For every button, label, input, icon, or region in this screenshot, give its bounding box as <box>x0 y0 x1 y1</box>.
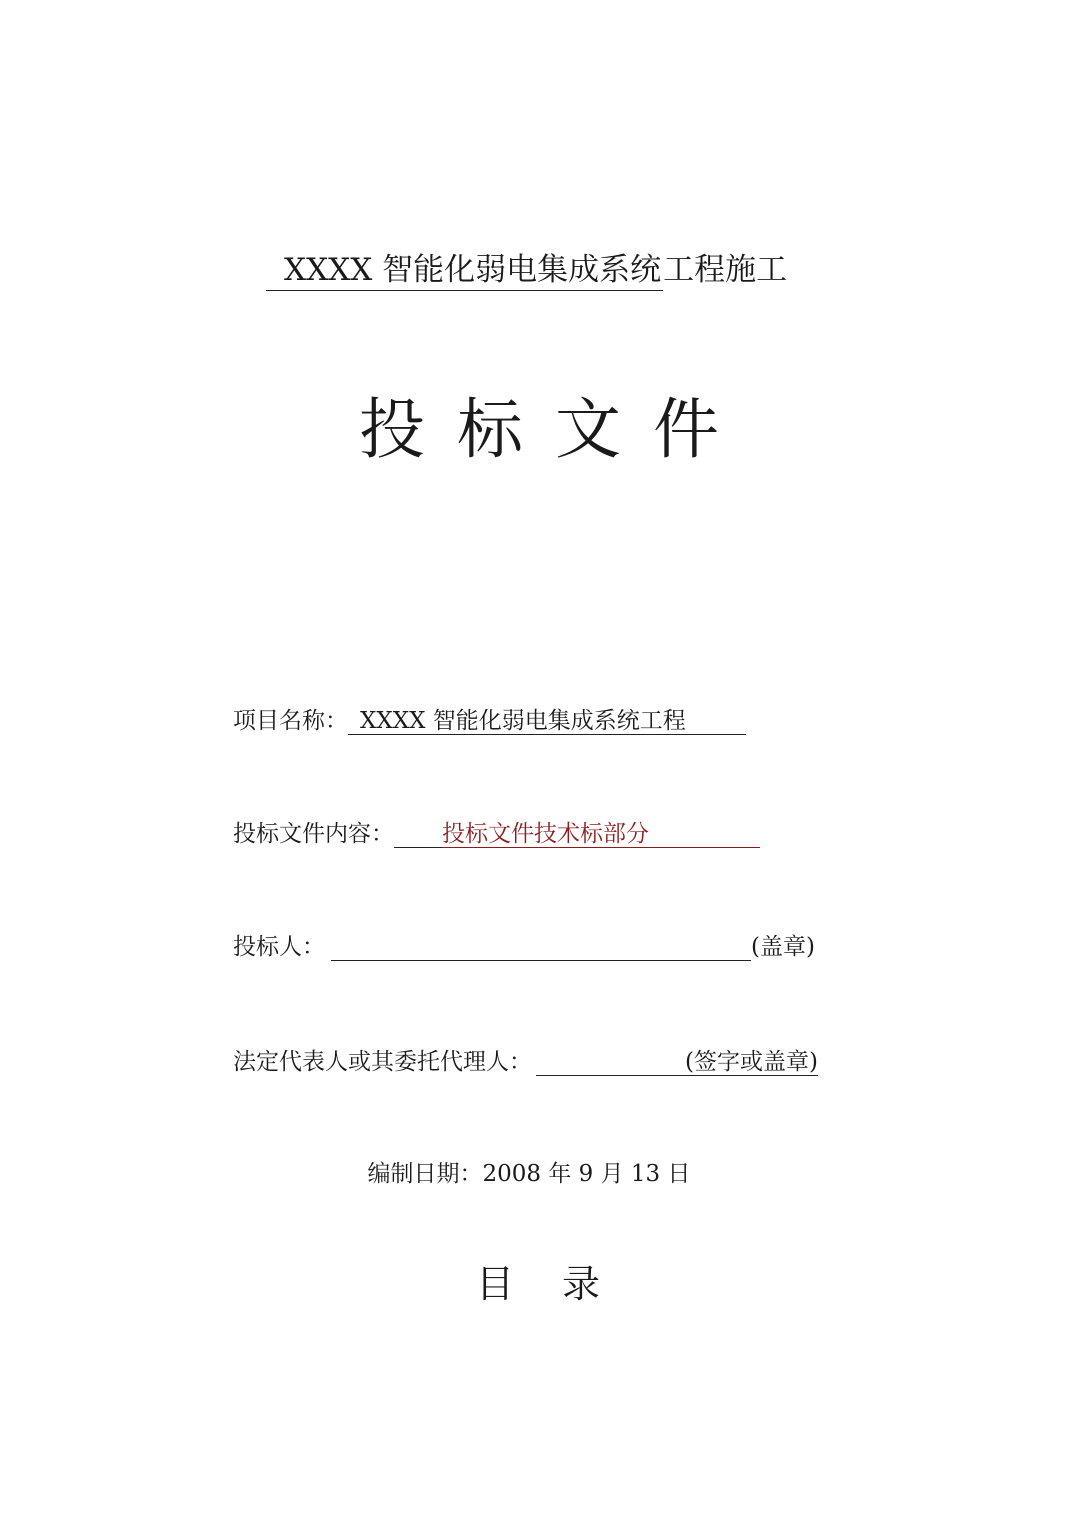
toc-title: 目录 <box>475 1262 648 1306</box>
bid-content-underline <box>442 817 760 848</box>
compile-date-value: 2008 年 9 月 13 日 <box>482 1161 691 1187</box>
bidder-label: 投标人： <box>233 934 325 960</box>
legal-rep-blank <box>536 1045 818 1076</box>
legal-rep-label: 法定代表人或其委托代理人： <box>233 1049 532 1075</box>
legal-rep-sign-note: (签字或盖章) <box>685 1049 818 1075</box>
heading-suffix: 工程施工 <box>663 252 788 288</box>
bidder-field <box>233 930 815 964</box>
compile-date <box>0 1157 1080 1191</box>
project-heading <box>266 248 787 292</box>
bidder-blank <box>331 930 751 961</box>
bidder-seal-note: (盖章) <box>751 934 815 960</box>
project-name-field <box>233 704 746 738</box>
project-name-label: 项目名称： <box>233 708 348 734</box>
document-title: 投标文件 <box>359 391 751 468</box>
project-name-underline <box>348 704 746 735</box>
bid-content-underline-lead <box>394 817 442 848</box>
legal-rep-field <box>233 1045 818 1079</box>
bid-content-field <box>233 817 760 851</box>
bid-content-label: 投标文件内容： <box>233 821 394 847</box>
bid-content-value: 投标文件技术标部分 <box>442 821 649 847</box>
heading-project-name: XXXX 智能化弱电集成系统 <box>266 252 663 291</box>
compile-date-label: 编制日期： <box>367 1161 483 1187</box>
project-name-value: XXXX 智能化弱电集成系统工程 <box>360 708 686 734</box>
